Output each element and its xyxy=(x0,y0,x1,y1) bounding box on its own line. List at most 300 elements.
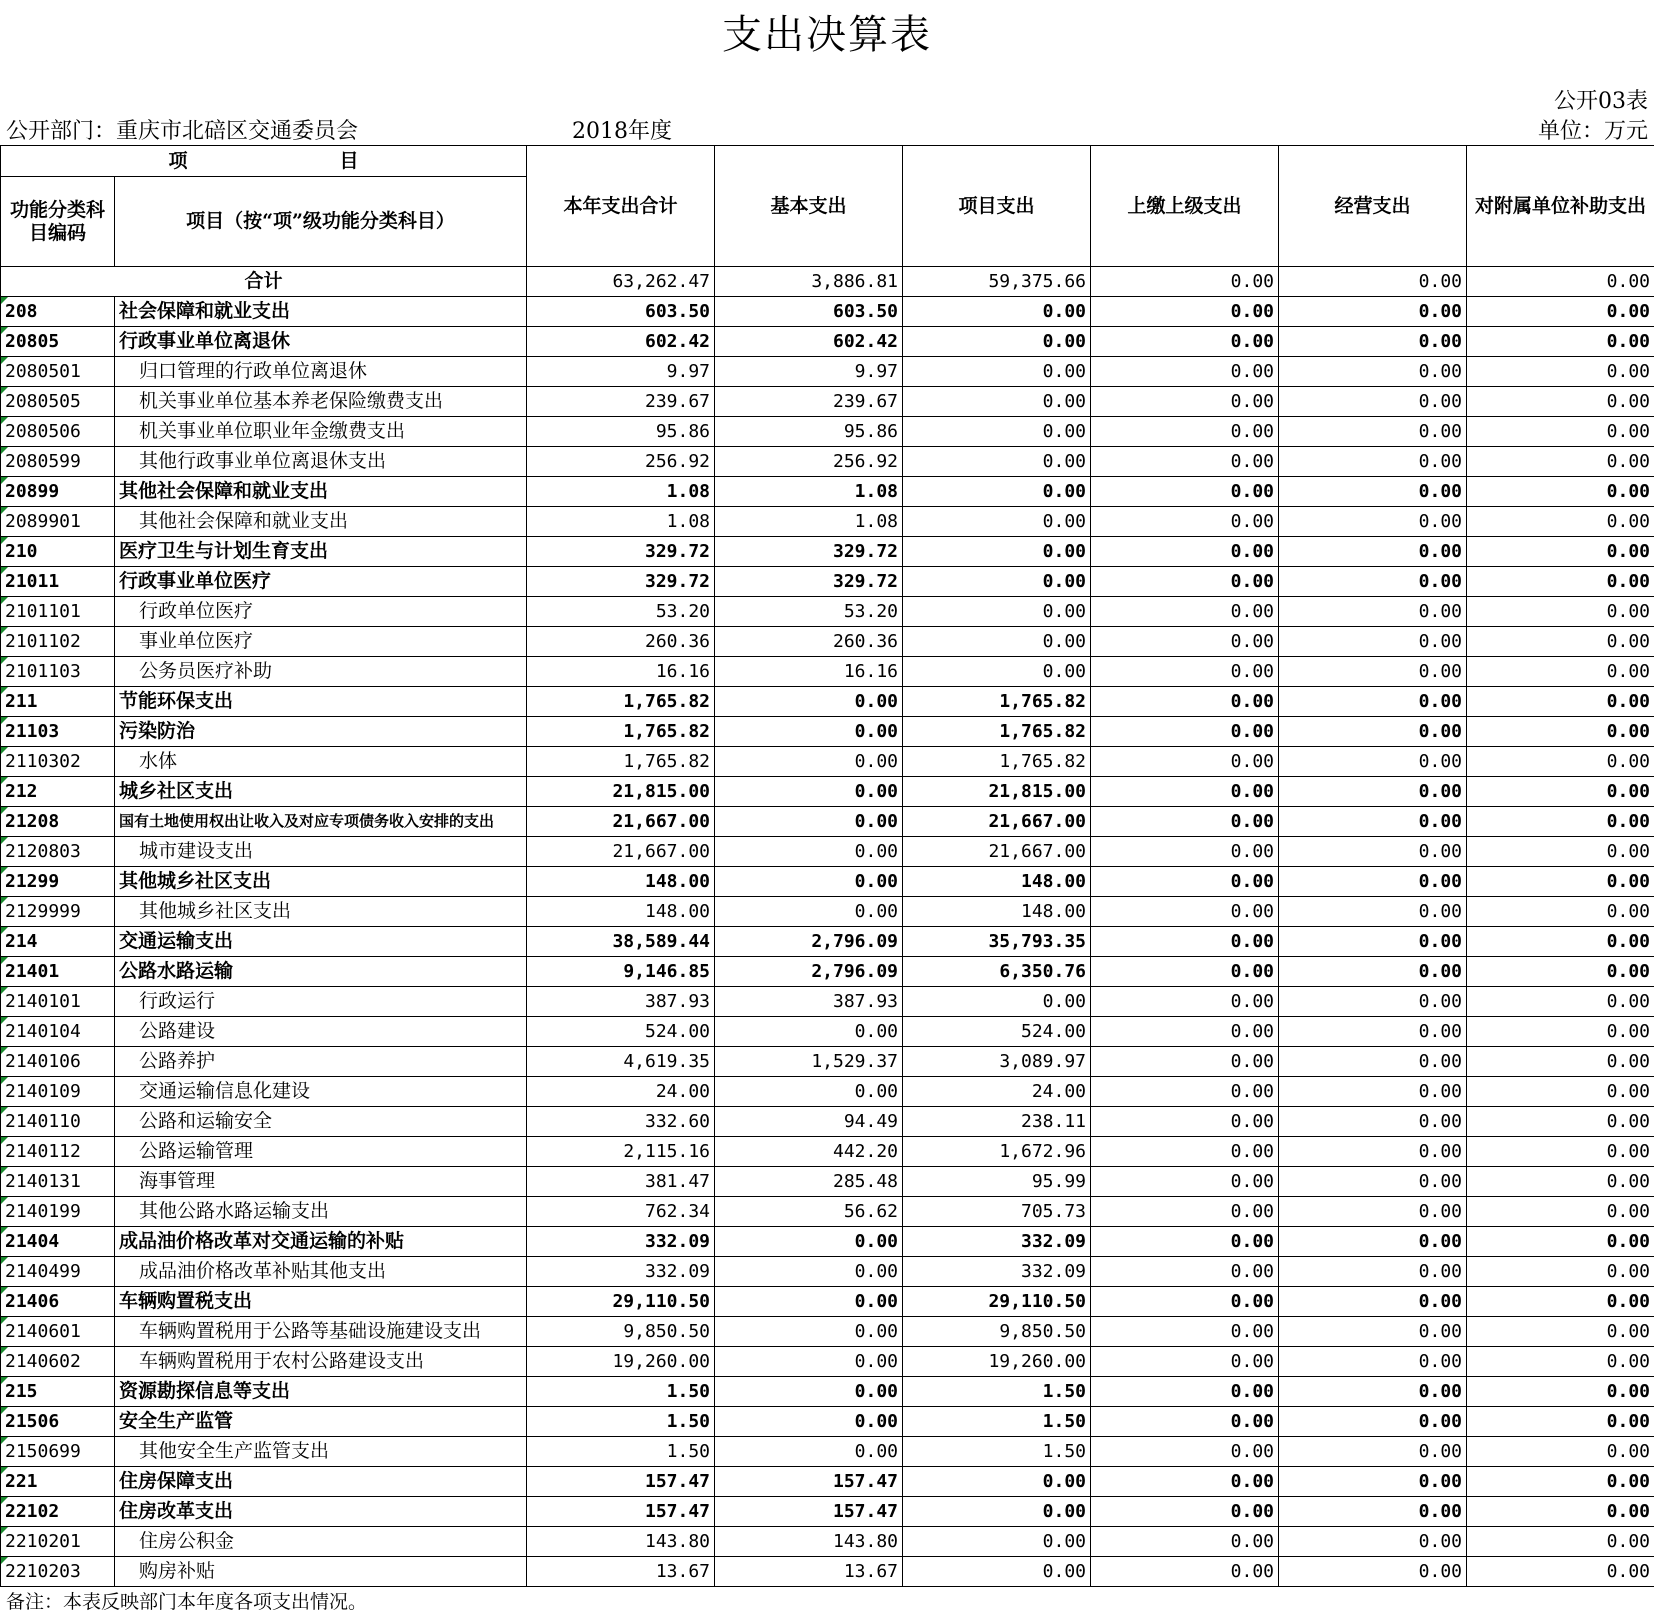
row-value: 0.00 xyxy=(903,507,1091,537)
row-value: 0.00 xyxy=(1467,1107,1654,1137)
row-value: 1.50 xyxy=(903,1377,1091,1407)
row-name: 公路水路运输 xyxy=(115,957,527,987)
row-name: 交通运输信息化建设 xyxy=(115,1077,527,1107)
row-value: 0.00 xyxy=(1091,327,1279,357)
row-code: 211 xyxy=(1,687,115,717)
row-code: 215 xyxy=(1,1377,115,1407)
row-value: 0.00 xyxy=(1091,1167,1279,1197)
row-name: 公路建设 xyxy=(115,1017,527,1047)
row-value: 0.00 xyxy=(903,477,1091,507)
row-value: 0.00 xyxy=(1467,1017,1654,1047)
row-value: 24.00 xyxy=(903,1077,1091,1107)
form-number: 公开03表 xyxy=(1554,89,1648,114)
row-value: 0.00 xyxy=(1467,1137,1654,1167)
row-name: 资源勘探信息等支出 xyxy=(115,1377,527,1407)
table-row xyxy=(1,417,1654,447)
row-value: 9,850.50 xyxy=(527,1317,715,1347)
row-value: 332.09 xyxy=(903,1257,1091,1287)
table-row xyxy=(1,807,1654,837)
total-label: 合计 xyxy=(1,267,527,297)
row-value: 0.00 xyxy=(903,417,1091,447)
row-name: 住房保障支出 xyxy=(115,1467,527,1497)
row-value: 29,110.50 xyxy=(903,1287,1091,1317)
row-value: 0.00 xyxy=(715,807,903,837)
row-value: 0.00 xyxy=(1279,387,1467,417)
row-value: 19,260.00 xyxy=(903,1347,1091,1377)
row-value: 0.00 xyxy=(1279,597,1467,627)
row-value: 0.00 xyxy=(1279,1377,1467,1407)
header-subsidy: 对附属单位补助支出 xyxy=(1467,146,1654,267)
row-code: 2080506 xyxy=(1,417,115,447)
table-row xyxy=(1,1047,1654,1077)
row-code: 2140106 xyxy=(1,1047,115,1077)
header-upper: 上缴上级支出 xyxy=(1091,146,1279,267)
row-value: 256.92 xyxy=(715,447,903,477)
row-value: 9.97 xyxy=(715,357,903,387)
row-name: 购房补贴 xyxy=(115,1557,527,1587)
table-row xyxy=(1,447,1654,477)
row-value: 148.00 xyxy=(527,897,715,927)
row-value: 143.80 xyxy=(527,1527,715,1557)
row-name: 其他城乡社区支出 xyxy=(115,867,527,897)
row-value: 0.00 xyxy=(1279,1017,1467,1047)
row-value: 0.00 xyxy=(1467,717,1654,747)
row-value: 0.00 xyxy=(903,1497,1091,1527)
row-value: 0.00 xyxy=(1467,627,1654,657)
row-value: 0.00 xyxy=(1279,1407,1467,1437)
row-value: 0.00 xyxy=(1279,627,1467,657)
row-value: 332.09 xyxy=(527,1257,715,1287)
row-value: 442.20 xyxy=(715,1137,903,1167)
row-value: 0.00 xyxy=(1279,717,1467,747)
row-value: 148.00 xyxy=(527,867,715,897)
row-value: 1,529.37 xyxy=(715,1047,903,1077)
row-value: 0.00 xyxy=(1467,957,1654,987)
row-value: 16.16 xyxy=(715,657,903,687)
row-value: 0.00 xyxy=(903,987,1091,1017)
row-value: 148.00 xyxy=(903,897,1091,927)
row-value: 9.97 xyxy=(527,357,715,387)
row-code: 2150699 xyxy=(1,1437,115,1467)
row-value: 0.00 xyxy=(1467,387,1654,417)
row-value: 0.00 xyxy=(715,1227,903,1257)
row-value: 157.47 xyxy=(527,1467,715,1497)
table-row xyxy=(1,1107,1654,1137)
row-name: 公路运输管理 xyxy=(115,1137,527,1167)
row-value: 0.00 xyxy=(1091,1287,1279,1317)
row-value: 0.00 xyxy=(1091,507,1279,537)
row-value: 524.00 xyxy=(903,1017,1091,1047)
row-value: 95.99 xyxy=(903,1167,1091,1197)
row-value: 0.00 xyxy=(1279,1527,1467,1557)
table-row xyxy=(1,537,1654,567)
row-value: 0.00 xyxy=(1279,747,1467,777)
row-value: 0.00 xyxy=(1091,1077,1279,1107)
row-value: 9,850.50 xyxy=(903,1317,1091,1347)
fiscal-year: 2018年度 xyxy=(572,119,672,144)
row-value: 0.00 xyxy=(1091,687,1279,717)
row-code: 2101101 xyxy=(1,597,115,627)
table-row xyxy=(1,1227,1654,1257)
row-value: 0.00 xyxy=(1467,597,1654,627)
table-row xyxy=(1,777,1654,807)
table-row xyxy=(1,1437,1654,1467)
row-value: 0.00 xyxy=(1279,987,1467,1017)
row-value: 0.00 xyxy=(1279,477,1467,507)
row-value: 0.00 xyxy=(1091,417,1279,447)
row-value: 0.00 xyxy=(903,387,1091,417)
row-value: 13.67 xyxy=(527,1557,715,1587)
row-name: 车辆购置税用于农村公路建设支出 xyxy=(115,1347,527,1377)
table-row xyxy=(1,1467,1654,1497)
row-value: 21,815.00 xyxy=(527,777,715,807)
row-value: 95.86 xyxy=(715,417,903,447)
row-value: 0.00 xyxy=(1467,1557,1654,1587)
table-row xyxy=(1,837,1654,867)
row-value: 0.00 xyxy=(1091,927,1279,957)
row-value: 0.00 xyxy=(1467,1227,1654,1257)
row-value: 0.00 xyxy=(903,537,1091,567)
row-value: 0.00 xyxy=(1091,987,1279,1017)
row-value: 0.00 xyxy=(1467,477,1654,507)
row-name: 社会保障和就业支出 xyxy=(115,297,527,327)
row-value: 0.00 xyxy=(1091,1137,1279,1167)
row-name: 成品油价格改革对交通运输的补贴 xyxy=(115,1227,527,1257)
table-row xyxy=(1,897,1654,927)
table-row xyxy=(1,357,1654,387)
row-value: 603.50 xyxy=(715,297,903,327)
table-row xyxy=(1,687,1654,717)
row-code: 2129999 xyxy=(1,897,115,927)
table-row xyxy=(1,477,1654,507)
row-code: 20899 xyxy=(1,477,115,507)
row-name: 行政单位医疗 xyxy=(115,597,527,627)
row-value: 0.00 xyxy=(1279,1197,1467,1227)
row-value: 0.00 xyxy=(715,1347,903,1377)
row-code: 2140601 xyxy=(1,1317,115,1347)
row-value: 0.00 xyxy=(1467,807,1654,837)
row-value: 0.00 xyxy=(1279,1077,1467,1107)
row-value: 0.00 xyxy=(1091,1197,1279,1227)
row-value: 0.00 xyxy=(715,1077,903,1107)
total-cell: 63,262.47 xyxy=(527,267,715,297)
row-value: 0.00 xyxy=(1091,1047,1279,1077)
row-value: 0.00 xyxy=(1091,747,1279,777)
row-value: 0.00 xyxy=(1091,777,1279,807)
row-value: 0.00 xyxy=(1091,957,1279,987)
row-name: 医疗卫生与计划生育支出 xyxy=(115,537,527,567)
row-value: 3,089.97 xyxy=(903,1047,1091,1077)
header-total: 本年支出合计 xyxy=(527,146,715,267)
row-value: 0.00 xyxy=(1279,417,1467,447)
row-value: 0.00 xyxy=(1279,1167,1467,1197)
row-code: 212 xyxy=(1,777,115,807)
row-value: 0.00 xyxy=(1091,1407,1279,1437)
row-code: 2080599 xyxy=(1,447,115,477)
row-value: 1.50 xyxy=(903,1437,1091,1467)
row-value: 0.00 xyxy=(1467,1287,1654,1317)
row-value: 0.00 xyxy=(1279,897,1467,927)
row-value: 53.20 xyxy=(715,597,903,627)
row-value: 2,115.16 xyxy=(527,1137,715,1167)
row-value: 387.93 xyxy=(715,987,903,1017)
table-row xyxy=(1,1527,1654,1557)
row-name: 海事管理 xyxy=(115,1167,527,1197)
total-row xyxy=(1,267,1654,297)
row-code: 2140131 xyxy=(1,1167,115,1197)
row-code: 2140110 xyxy=(1,1107,115,1137)
row-value: 0.00 xyxy=(1467,1467,1654,1497)
row-name: 行政事业单位离退休 xyxy=(115,327,527,357)
row-value: 602.42 xyxy=(527,327,715,357)
row-value: 0.00 xyxy=(1467,1347,1654,1377)
row-value: 0.00 xyxy=(1279,1317,1467,1347)
row-value: 9,146.85 xyxy=(527,957,715,987)
row-value: 157.47 xyxy=(527,1497,715,1527)
row-code: 2140101 xyxy=(1,987,115,1017)
table-row xyxy=(1,957,1654,987)
header-basic: 基本支出 xyxy=(715,146,903,267)
row-name: 其他公路水路运输支出 xyxy=(115,1197,527,1227)
row-value: 0.00 xyxy=(903,327,1091,357)
row-value: 0.00 xyxy=(1091,1377,1279,1407)
row-value: 2,796.09 xyxy=(715,927,903,957)
row-value: 332.09 xyxy=(527,1227,715,1257)
row-code: 21208 xyxy=(1,807,115,837)
row-value: 0.00 xyxy=(1091,837,1279,867)
row-value: 13.67 xyxy=(715,1557,903,1587)
row-name: 其他社会保障和就业支出 xyxy=(115,507,527,537)
row-value: 1.08 xyxy=(715,477,903,507)
row-value: 0.00 xyxy=(1091,1317,1279,1347)
row-value: 53.20 xyxy=(527,597,715,627)
row-value: 0.00 xyxy=(1467,567,1654,597)
row-value: 0.00 xyxy=(715,777,903,807)
row-value: 0.00 xyxy=(1467,417,1654,447)
row-value: 0.00 xyxy=(1279,657,1467,687)
row-value: 94.49 xyxy=(715,1107,903,1137)
row-value: 0.00 xyxy=(1279,837,1467,867)
row-value: 1,765.82 xyxy=(903,717,1091,747)
row-value: 0.00 xyxy=(715,837,903,867)
row-code: 2140602 xyxy=(1,1347,115,1377)
row-value: 0.00 xyxy=(1467,1437,1654,1467)
row-value: 239.67 xyxy=(527,387,715,417)
row-name: 机关事业单位职业年金缴费支出 xyxy=(115,417,527,447)
row-value: 0.00 xyxy=(1091,387,1279,417)
row-value: 0.00 xyxy=(715,747,903,777)
row-value: 1.50 xyxy=(527,1377,715,1407)
row-value: 0.00 xyxy=(715,1407,903,1437)
page-title: 支出决算表 xyxy=(722,12,932,58)
unit-label: 单位：万元 xyxy=(1537,119,1648,144)
row-code: 20805 xyxy=(1,327,115,357)
row-code: 2140112 xyxy=(1,1137,115,1167)
table-row xyxy=(1,1317,1654,1347)
row-value: 0.00 xyxy=(1467,1047,1654,1077)
row-value: 0.00 xyxy=(1091,807,1279,837)
row-value: 0.00 xyxy=(1279,537,1467,567)
row-value: 0.00 xyxy=(1467,1167,1654,1197)
row-name: 公路养护 xyxy=(115,1047,527,1077)
row-value: 0.00 xyxy=(715,867,903,897)
row-code: 2110302 xyxy=(1,747,115,777)
table-row xyxy=(1,627,1654,657)
row-name: 安全生产监管 xyxy=(115,1407,527,1437)
row-code: 221 xyxy=(1,1467,115,1497)
table-row xyxy=(1,657,1654,687)
table-row xyxy=(1,987,1654,1017)
table-row xyxy=(1,717,1654,747)
row-value: 1.08 xyxy=(527,477,715,507)
row-value: 0.00 xyxy=(1091,1017,1279,1047)
row-value: 329.72 xyxy=(715,567,903,597)
table-row xyxy=(1,1347,1654,1377)
row-code: 21011 xyxy=(1,567,115,597)
row-value: 0.00 xyxy=(1091,627,1279,657)
header-name: 项目（按“项”级功能分类科目） xyxy=(115,177,527,267)
row-value: 0.00 xyxy=(715,1437,903,1467)
row-name: 事业单位医疗 xyxy=(115,627,527,657)
total-cell: 3,886.81 xyxy=(715,267,903,297)
row-name: 车辆购置税支出 xyxy=(115,1287,527,1317)
row-value: 332.09 xyxy=(903,1227,1091,1257)
row-value: 29,110.50 xyxy=(527,1287,715,1317)
row-value: 260.36 xyxy=(715,627,903,657)
row-value: 0.00 xyxy=(1091,1437,1279,1467)
row-value: 0.00 xyxy=(1279,1107,1467,1137)
row-value: 0.00 xyxy=(715,687,903,717)
row-value: 0.00 xyxy=(903,447,1091,477)
row-value: 0.00 xyxy=(1467,987,1654,1017)
row-value: 0.00 xyxy=(1279,1557,1467,1587)
table-row xyxy=(1,1557,1654,1587)
row-value: 0.00 xyxy=(1091,1107,1279,1137)
row-value: 238.11 xyxy=(903,1107,1091,1137)
row-value: 2,796.09 xyxy=(715,957,903,987)
header-project: 项目支出 xyxy=(903,146,1091,267)
row-value: 4,619.35 xyxy=(527,1047,715,1077)
row-value: 95.86 xyxy=(527,417,715,447)
table-row xyxy=(1,747,1654,777)
row-value: 21,815.00 xyxy=(903,777,1091,807)
row-value: 0.00 xyxy=(1279,867,1467,897)
row-value: 16.16 xyxy=(527,657,715,687)
row-value: 1,672.96 xyxy=(903,1137,1091,1167)
row-value: 143.80 xyxy=(715,1527,903,1557)
row-name: 水体 xyxy=(115,747,527,777)
row-value: 0.00 xyxy=(715,1377,903,1407)
row-code: 21506 xyxy=(1,1407,115,1437)
row-value: 0.00 xyxy=(1467,687,1654,717)
row-value: 0.00 xyxy=(1091,597,1279,627)
row-name: 其他安全生产监管支出 xyxy=(115,1437,527,1467)
row-value: 0.00 xyxy=(1279,357,1467,387)
row-value: 1.08 xyxy=(527,507,715,537)
row-name: 机关事业单位基本养老保险缴费支出 xyxy=(115,387,527,417)
row-value: 0.00 xyxy=(1279,327,1467,357)
row-value: 0.00 xyxy=(1091,717,1279,747)
row-code: 21401 xyxy=(1,957,115,987)
row-value: 0.00 xyxy=(715,897,903,927)
row-name: 交通运输支出 xyxy=(115,927,527,957)
row-name: 城市建设支出 xyxy=(115,837,527,867)
table-row xyxy=(1,1407,1654,1437)
row-value: 1.08 xyxy=(715,507,903,537)
row-value: 1.50 xyxy=(527,1437,715,1467)
row-value: 0.00 xyxy=(903,567,1091,597)
row-code: 21406 xyxy=(1,1287,115,1317)
row-value: 0.00 xyxy=(903,297,1091,327)
row-code: 2120803 xyxy=(1,837,115,867)
row-value: 157.47 xyxy=(715,1467,903,1497)
row-value: 0.00 xyxy=(1467,1077,1654,1107)
row-code: 2089901 xyxy=(1,507,115,537)
row-value: 1,765.82 xyxy=(527,687,715,717)
row-code: 2140199 xyxy=(1,1197,115,1227)
row-value: 0.00 xyxy=(1279,1287,1467,1317)
row-value: 0.00 xyxy=(1467,537,1654,567)
row-value: 0.00 xyxy=(715,717,903,747)
row-code: 210 xyxy=(1,537,115,567)
row-code: 2140104 xyxy=(1,1017,115,1047)
row-value: 0.00 xyxy=(1279,567,1467,597)
row-value: 0.00 xyxy=(1279,957,1467,987)
row-value: 0.00 xyxy=(1091,477,1279,507)
total-cell: 0.00 xyxy=(1091,267,1279,297)
row-name: 车辆购置税用于公路等基础设施建设支出 xyxy=(115,1317,527,1347)
row-value: 0.00 xyxy=(1467,297,1654,327)
row-value: 0.00 xyxy=(715,1317,903,1347)
row-value: 387.93 xyxy=(527,987,715,1017)
table-row xyxy=(1,1287,1654,1317)
table-row xyxy=(1,507,1654,537)
row-value: 56.62 xyxy=(715,1197,903,1227)
row-value: 0.00 xyxy=(903,657,1091,687)
row-value: 0.00 xyxy=(1279,1467,1467,1497)
row-value: 239.67 xyxy=(715,387,903,417)
table-row xyxy=(1,1167,1654,1197)
row-value: 0.00 xyxy=(1467,927,1654,957)
table-row xyxy=(1,1377,1654,1407)
row-value: 0.00 xyxy=(1279,1437,1467,1467)
row-value: 0.00 xyxy=(1091,357,1279,387)
row-code: 208 xyxy=(1,297,115,327)
table-row xyxy=(1,567,1654,597)
total-cell: 59,375.66 xyxy=(903,267,1091,297)
total-cell: 0.00 xyxy=(1467,267,1654,297)
row-value: 762.34 xyxy=(527,1197,715,1227)
row-value: 21,667.00 xyxy=(527,807,715,837)
row-value: 38,589.44 xyxy=(527,927,715,957)
table-row xyxy=(1,387,1654,417)
row-value: 0.00 xyxy=(903,1467,1091,1497)
row-value: 0.00 xyxy=(1091,447,1279,477)
row-value: 0.00 xyxy=(1467,867,1654,897)
row-code: 22102 xyxy=(1,1497,115,1527)
header-item-group: 项 目 xyxy=(1,146,527,177)
row-value: 0.00 xyxy=(1091,1557,1279,1587)
row-code: 2140499 xyxy=(1,1257,115,1287)
row-name: 国有土地使用权出让收入及对应专项债务收入安排的支出 xyxy=(115,807,527,837)
row-value: 21,667.00 xyxy=(903,807,1091,837)
table-row xyxy=(1,1257,1654,1287)
row-code: 2210201 xyxy=(1,1527,115,1557)
row-value: 0.00 xyxy=(1467,507,1654,537)
row-value: 0.00 xyxy=(1279,1347,1467,1377)
row-code: 21299 xyxy=(1,867,115,897)
table-row xyxy=(1,327,1654,357)
